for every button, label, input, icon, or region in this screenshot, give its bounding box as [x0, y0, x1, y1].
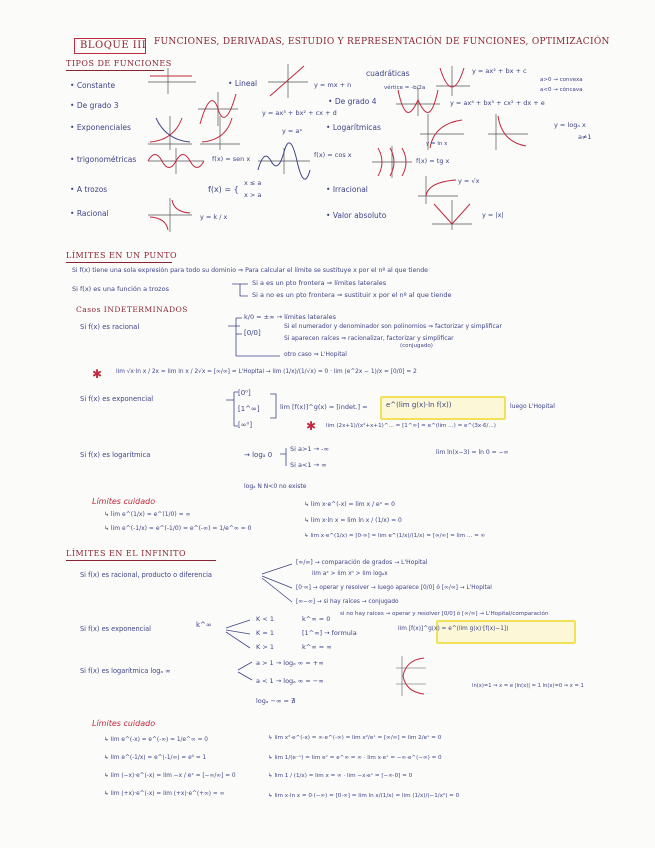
li-cuidado-1: ↳ lim e^(-x) = e^(-∞) = 1/e^∞ = 0 [104, 737, 208, 743]
label-logaritmicas: • Logarítmicas [326, 123, 381, 132]
li-k-res-3: k^∞ = ∞ [302, 643, 332, 651]
label-valor-abs: • Valor absoluto [326, 211, 387, 220]
li-cuidado-5: ↳ lim x²·e^(-x) = ∞·e^(-∞) = lim x²/eˣ = [∞/∞] = lim 2/eˣ = 0 [268, 735, 442, 741]
lp-00-conj: (conjugado) [400, 343, 433, 349]
grado4-equation: y = ax⁴ + bx³ + cx² + dx + e [450, 99, 545, 107]
exp-form-2: [1^∞] [238, 405, 260, 413]
a-positive: a>0 → convexa [540, 77, 583, 83]
lp-line1: Si f(x) tiene una sola expresión para todo su dominio ⇒ Para calcular el límite se sustituye x por el nº al que tiende [72, 267, 428, 274]
label-cuadraticas: cuadráticas [366, 69, 410, 78]
log-condition: a≠1 [578, 133, 592, 141]
li-k-inf: k^∞ [196, 621, 212, 629]
sin-equation: f(x) = sen x [212, 155, 251, 163]
li-cuidado-3: ↳ lim (−x)·e^(-x) = lim −x / eˣ = [−∞/∞] = 0 [104, 773, 236, 779]
exp-highlight-formula: e^(lim g(x)·ln f(x)) [386, 401, 452, 409]
exp-lim-text: lim [f(x)]^g(x) = [indet.] = [280, 403, 368, 411]
exp-equation: y = aˣ [282, 127, 303, 135]
tan-equation: f(x) = tg x [416, 157, 450, 165]
lp-example-row: lim √x·ln x / 2x = lim ln x / 2√x = [∞/∞] = L'Hopital → lim (1/x)/(1/√x) = 0 · lim (e^2x − 1)/x = [0/0] = 2 [116, 369, 417, 375]
li-cuidado-4: ↳ lim (+x)·e^(-x) = lim (+x)·e^(+∞) = ∞ [104, 791, 225, 797]
li-log-end: logₐ −∞ = ∄ [256, 697, 296, 705]
li-f2: [0·∞] → operar y resolver → luego aparece [0/0] ó [∞/∞] → L'Hopital [296, 585, 492, 591]
lp-exponencial: Si f(x) es exponencial [80, 395, 154, 403]
exp-then: luego L'Hopital [510, 403, 555, 410]
irr-equation: y = √x [458, 177, 480, 185]
li-logaritmica: Si f(x) es logarítmica logₐ ∞ [80, 667, 171, 675]
casos-heading: Casos INDETERMINADOS [76, 305, 188, 314]
log-a0: → logₐ 0 [244, 451, 273, 459]
star-marker-1: ✱ [92, 367, 103, 381]
abs-equation: y = |x| [482, 211, 504, 219]
lp-racional: Si f(x) es racional [80, 323, 140, 331]
log-example: lim ln(x−3) = ln 0 = −∞ [436, 449, 509, 456]
limites-inf-heading: LÍMITES EN EL INFINITO [66, 549, 187, 558]
li-formula: lim [f(x)]^g(x) = e^(lim g(x)·[f(x)−1]) [398, 626, 509, 632]
li-cuidado-8: ↳ lim x·ln x = 0·(−∞) = [0·∞] = lim ln x/(1/x) = lim (1/x)/(−1/x²) = 0 [268, 793, 460, 799]
page-title: FUNCIONES, DERIVADAS, ESTUDIO Y REPRESENTACIÓN DE FUNCIONES, OPTIMIZACIÓN [154, 37, 610, 47]
lp-line2: Si f(x) es una función a trozos [72, 285, 169, 293]
tipos-heading: TIPOS DE FUNCIONES [66, 59, 172, 68]
cuadratica-equation: y = ax² + bx + c [472, 67, 527, 75]
lp-k0: k/0 = ±∞ → límites laterales [244, 313, 337, 321]
label-racional: • Racional [70, 209, 109, 218]
lp-00-3: otro caso ⇒ L'Hopital [284, 351, 347, 358]
log-no-existe: logₐ N N<0 no existe [244, 483, 307, 490]
label-exponenciales: • Exponenciales [70, 123, 131, 132]
li-cuidado-2: ↳ lim e^(-1/x) = e^(-1/∞) = e⁰ = 1 [104, 755, 207, 761]
li-f3: [∞−∞] → si hay raíces → conjugado [296, 599, 399, 605]
label-grado4: • De grado 4 [328, 97, 377, 106]
li-cuidado: Límites cuidado [92, 719, 156, 728]
li-k-res-1: k^∞ = 0 [302, 615, 331, 623]
li-cuidado-7: ↳ lim 1 / (1/x) = lim x = ∞ · lim −x·eˣ = [−∞·0] = 0 [268, 773, 413, 779]
trozos-cond1: x ≤ a [244, 179, 262, 187]
log-ln: y = ln x [426, 141, 448, 147]
label-trozos: • A trozos [70, 185, 108, 194]
lp-cuidado-3: ↳ lim x·e^(-x) = lim x / eˣ = 0 [304, 501, 395, 508]
label-lineal: • Lineal [228, 79, 258, 88]
lp-logaritmica: Si f(x) es logarítmica [80, 451, 151, 459]
lp-cuidado: Límites cuidado [92, 497, 156, 506]
li-log-case-2: a < 1 → logₐ ∞ = −∞ [256, 677, 324, 685]
lp-line2a: Si a es un pto frontera ⇒ límites laterales [252, 279, 387, 287]
li-f1: [∞/∞] → comparación de grados → L'Hopital [296, 559, 428, 566]
lp-00-1: Si el numerador y denominador son polinomios ⇒ factorizar y simplificar [284, 323, 502, 330]
lp-cuidado-1: ↳ lim e^(1/x) = e^(1/0) = ∞ [104, 511, 191, 518]
exp-form-3: [∞⁰] [238, 421, 253, 429]
lp-cuidado-4: ↳ lim x·ln x = lim ln x / (1/x) = 0 [304, 517, 402, 524]
exp-example: lim (2x+1)/(x²+x+1)^... = [1^∞] = e^(lim ...) = e^(3x·6/...) [326, 423, 496, 429]
log-case-2: Si a<1 → ∞ [290, 461, 327, 469]
label-constante: • Constante [70, 81, 116, 90]
trozos-cond2: x > a [244, 191, 262, 199]
label-irracional: • Irracional [326, 185, 368, 194]
li-line1: Si f(x) es racional, producto o diferencia [80, 571, 212, 579]
star-marker-2: ✱ [306, 419, 317, 433]
a-negative: a<0 → cóncava [540, 87, 583, 93]
lineal-equation: y = mx + n [314, 81, 352, 89]
label-trig: • trigonométricas [70, 155, 137, 164]
li-exponencial: Si f(x) es exponencial [80, 625, 151, 633]
block-label: BLOQUE III [80, 40, 147, 51]
li-ln-notes: ln(x)=1 ⇒ x = e |ln(x)| = 1 ln(x)=0 ⇒ x = 1 [472, 683, 584, 689]
li-k-case-3: K > 1 [256, 643, 274, 651]
li-k-case-2: K = 1 [256, 629, 274, 637]
li-f3b: si no hay raíces → operar y resolver [0/0] ó [∞/∞] → L'Hopital/comparación [340, 611, 549, 617]
label-grado3: • De grado 3 [70, 101, 119, 110]
lp-00-label: [0/0] [244, 329, 261, 337]
lp-cuidado-2: ↳ lim e^(-1/x) = e^(-1/0) = e^(-∞) = 1/e^∞ = 0 [104, 525, 252, 532]
grado3-equation: y = ax³ + bx² + cx + d [262, 109, 337, 117]
li-f1b: lim aˣ > lim xⁿ > lim logₐx [312, 571, 388, 577]
exp-form-1: [0⁰] [238, 389, 251, 397]
li-k-case-1: K < 1 [256, 615, 274, 623]
li-log-case-1: a > 1 → logₐ ∞ = +∞ [256, 659, 324, 667]
rac-equation: y = k / x [200, 213, 228, 221]
trozos-fx: f(x) = { [208, 185, 239, 194]
lp-line2b: Si a no es un pto frontera ⇒ sustituir x por el nº al que tiende [252, 291, 452, 299]
log-case-1: Si a>1 → -∞ [290, 445, 329, 453]
lp-cuidado-5: ↳ lim x·e^(1/x) = [0·∞] = lim e^(1/x)/(1/x) = [∞/∞] = lim ... = ∞ [304, 533, 486, 539]
lp-00-2: Si aparecen raíces ⇒ racionalizar, factorizar y simplificar [284, 335, 454, 342]
vertice-formula: vértice = -b/2a [384, 85, 426, 91]
limites-punto-heading: LÍMITES EN UN PUNTO [66, 251, 178, 260]
cos-equation: f(x) = cos x [314, 151, 352, 159]
log-equation: y = logₐ x [554, 121, 586, 129]
li-k-res-2: [1^∞] → formula [302, 629, 357, 637]
li-cuidado-6: ↳ lim 1/(e⁻ˣ) = lim eˣ = e^∞ = ∞ · lim x·eˣ = −∞·e^(−∞) = 0 [268, 755, 442, 761]
